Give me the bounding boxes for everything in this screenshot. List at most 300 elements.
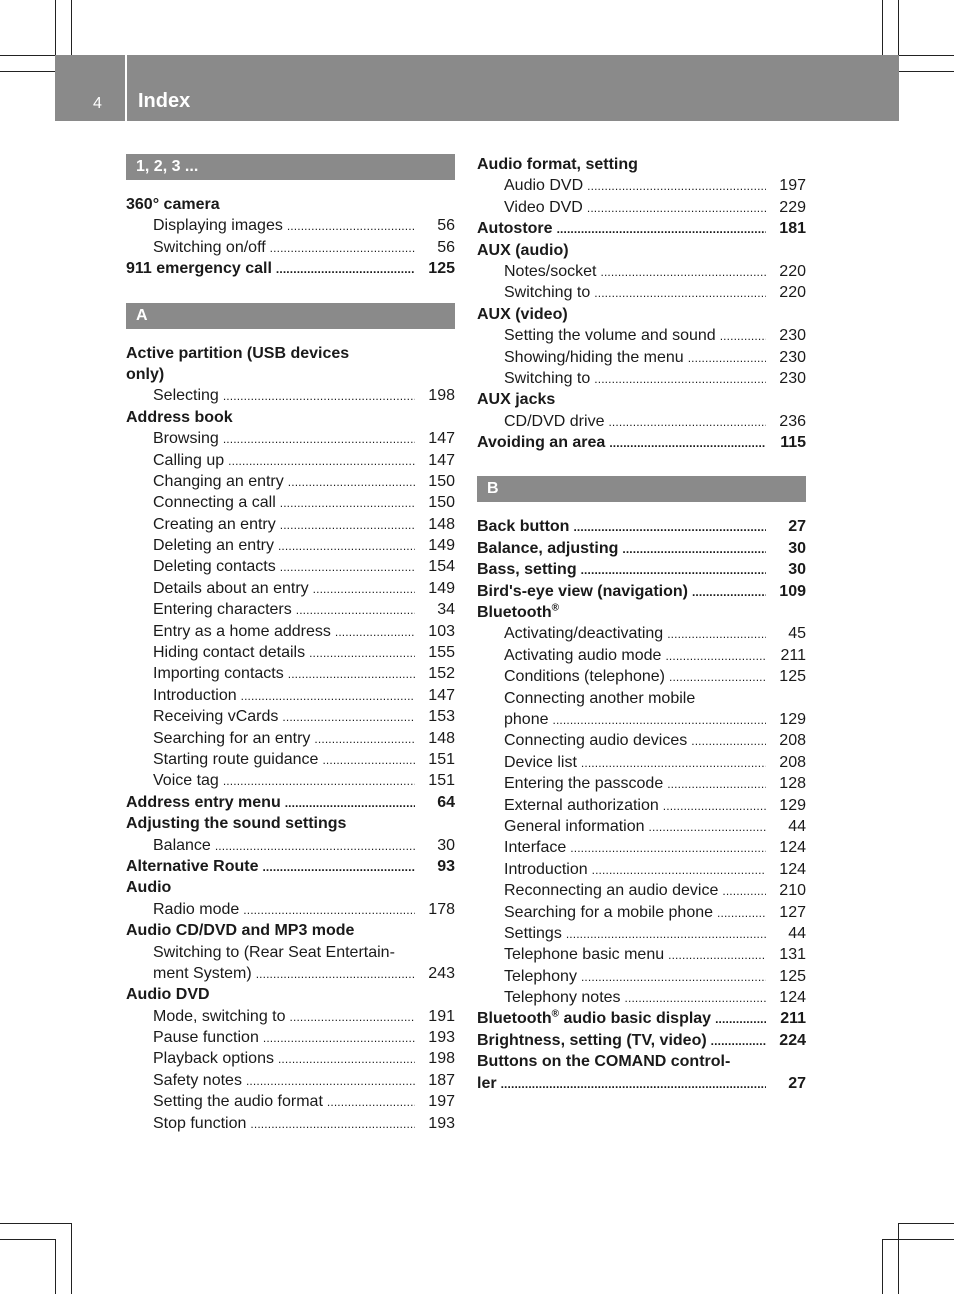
page-reference: 124	[779, 989, 806, 1007]
entry-label: Alternative Route	[126, 857, 259, 875]
entry-text	[153, 556, 276, 577]
entry-text	[126, 364, 164, 385]
entry-label: Interface	[504, 839, 567, 857]
page-reference: 230	[779, 327, 806, 345]
dot-leader	[665, 645, 766, 666]
entry-text	[477, 240, 569, 261]
index-entry	[126, 920, 455, 941]
entry-text	[153, 728, 310, 749]
dot-leader	[691, 730, 766, 751]
entry-label: Calling up	[153, 451, 225, 469]
entry-label: Balance, adjusting	[477, 539, 619, 557]
entry-text	[153, 514, 276, 535]
page-reference: 197	[428, 1093, 455, 1111]
entry-text	[153, 599, 292, 620]
entry-text	[153, 1113, 246, 1134]
dot-leader	[668, 944, 766, 965]
page-reference: 220	[779, 284, 806, 302]
entry-label: Deleting an entry	[153, 537, 274, 555]
entry-text	[153, 450, 224, 471]
entry-label: Reconnecting an audio device	[504, 882, 719, 900]
entry-text	[477, 154, 638, 175]
page-reference: 230	[779, 369, 806, 387]
page-reference: 115	[780, 434, 806, 452]
section-heading: A	[126, 303, 455, 329]
page-title: Index	[138, 90, 191, 112]
entry-text	[126, 984, 210, 1005]
crop-mark	[898, 0, 899, 55]
entry-text	[153, 642, 305, 663]
entry-text	[153, 963, 252, 984]
page-reference: 152	[428, 665, 455, 683]
entry-label: Introduction	[153, 686, 237, 704]
entry-text	[504, 282, 590, 303]
entry-text	[504, 837, 566, 858]
dot-leader	[309, 642, 415, 663]
page-reference: 178	[428, 900, 455, 918]
page-reference: 230	[779, 348, 806, 366]
entry-text	[153, 770, 219, 791]
index-subentry	[126, 942, 455, 963]
dot-leader	[280, 492, 415, 513]
entry-text	[153, 749, 318, 770]
index-entry	[477, 218, 806, 239]
crop-mark	[882, 1239, 883, 1294]
index-entry	[477, 602, 806, 623]
entry-text	[126, 194, 220, 215]
page-reference: 56	[437, 217, 455, 235]
index-subentry	[477, 987, 806, 1008]
index-subentry	[126, 385, 455, 406]
entry-text	[153, 215, 283, 236]
crop-mark	[898, 1223, 899, 1294]
entry-label: Selecting	[153, 387, 219, 405]
page-reference: 93	[437, 857, 455, 875]
index-entry	[477, 432, 806, 453]
index-entry	[126, 343, 455, 364]
entry-text	[477, 581, 688, 602]
dot-leader	[557, 218, 766, 239]
page-reference: 224	[779, 1031, 806, 1049]
entry-label: Adjusting the sound settings	[126, 815, 347, 833]
index-subentry	[126, 578, 455, 599]
entry-label: Bluetooth	[477, 604, 552, 622]
dot-leader	[282, 706, 415, 727]
index-subentry	[126, 663, 455, 684]
index-subentry	[126, 621, 455, 642]
page-reference: 30	[788, 561, 806, 579]
entry-text	[477, 559, 577, 580]
entry-label: Device list	[504, 753, 577, 771]
index-subentry	[126, 749, 455, 770]
entry-label: Switching on/off	[153, 238, 266, 256]
dot-leader	[587, 197, 766, 218]
dot-leader	[581, 752, 766, 773]
entry-text	[153, 1006, 286, 1027]
entry-label: Searching for a mobile phone	[504, 903, 714, 921]
section-spacer	[477, 502, 806, 516]
entry-label: Active partition (USB devices	[126, 344, 350, 362]
entry-label: Mode, switching to	[153, 1007, 286, 1025]
entry-label: Playback options	[153, 1050, 274, 1068]
entry-label: Setting the volume and sound	[504, 327, 716, 345]
index-subentry	[126, 642, 455, 663]
page-reference: 103	[428, 622, 455, 640]
dot-leader	[609, 432, 766, 453]
entry-text	[153, 1027, 259, 1048]
page-reference: 124	[779, 860, 806, 878]
dot-leader	[215, 835, 415, 856]
dot-leader	[608, 411, 766, 432]
entry-text	[504, 902, 713, 923]
entry-label: Pause function	[153, 1029, 259, 1047]
entry-label: Telephony notes	[504, 989, 621, 1007]
index-entry	[477, 1073, 806, 1094]
section-heading: B	[477, 476, 806, 502]
entry-label: Audio format, setting	[477, 156, 638, 173]
dot-leader	[285, 792, 415, 813]
index-subentry	[477, 966, 806, 987]
entry-label: Details about an entry	[153, 579, 309, 597]
dot-leader	[669, 666, 766, 687]
dot-leader	[553, 709, 767, 730]
crop-mark	[898, 55, 954, 56]
entry-label: Importing contacts	[153, 665, 284, 683]
index-subentry	[477, 347, 806, 368]
entry-text	[477, 602, 559, 623]
entry-text	[504, 197, 583, 218]
entry-text	[504, 347, 684, 368]
dot-leader	[313, 578, 415, 599]
entry-label: Entering characters	[153, 601, 292, 619]
entry-text	[504, 816, 645, 837]
page-reference: 44	[788, 924, 806, 942]
page-reference: 150	[428, 472, 455, 490]
index-entry	[126, 194, 455, 215]
index-entry	[477, 304, 806, 325]
entry-text	[477, 516, 569, 537]
page-reference: 128	[779, 775, 806, 793]
entry-text	[126, 343, 349, 364]
index-entry	[126, 984, 455, 1005]
entry-label: Activating/deactivating	[504, 625, 664, 643]
dot-leader	[228, 450, 415, 471]
index-subentry	[477, 902, 806, 923]
index-entry	[126, 258, 455, 279]
dot-leader	[314, 728, 415, 749]
entry-label: Telephone basic menu	[504, 946, 665, 964]
page-reference: 150	[428, 494, 455, 512]
dot-leader	[256, 963, 415, 984]
entry-label: Connecting audio devices	[504, 732, 688, 750]
index-entry	[126, 877, 455, 898]
index-subentry	[477, 816, 806, 837]
entry-label: CD/DVD drive	[504, 412, 605, 430]
index-subentry	[477, 411, 806, 432]
entry-text	[126, 813, 346, 834]
index-subentry	[477, 837, 806, 858]
entry-label: Audio DVD	[126, 986, 210, 1004]
dot-leader	[276, 258, 415, 279]
dot-leader	[663, 795, 766, 816]
crop-mark	[0, 1239, 55, 1240]
index-entry	[477, 154, 806, 175]
index-subentry	[477, 923, 806, 944]
entry-text	[153, 237, 266, 258]
entry-label: AUX (audio)	[477, 241, 569, 259]
dot-leader	[649, 816, 766, 837]
dot-leader	[270, 237, 415, 258]
index-entry	[477, 516, 806, 537]
dot-leader	[280, 556, 415, 577]
dot-leader	[715, 1008, 766, 1029]
entry-text	[153, 535, 274, 556]
index-subentry	[477, 795, 806, 816]
entry-text	[153, 899, 239, 920]
dot-leader	[667, 623, 766, 644]
entry-label: Connecting another mobile	[504, 689, 696, 707]
dot-leader	[296, 599, 415, 620]
entry-label: Video DVD	[504, 198, 583, 216]
page-reference: 125	[779, 967, 806, 985]
dot-leader	[692, 581, 766, 602]
index-subentry	[126, 706, 455, 727]
page-header	[55, 55, 899, 121]
entry-text	[477, 304, 568, 325]
entry-label: Starting route guidance	[153, 750, 319, 768]
entry-label: Stop function	[153, 1114, 247, 1132]
dot-leader	[278, 535, 415, 556]
page-reference: 151	[428, 750, 455, 768]
index-subentry	[126, 770, 455, 791]
index-entry	[477, 538, 806, 559]
registered-mark: ®	[551, 602, 560, 614]
index-subentry	[126, 450, 455, 471]
entry-text	[504, 987, 621, 1008]
page-reference: 27	[788, 518, 806, 536]
entry-label: Bird's-eye view (navigation)	[477, 582, 688, 600]
entry-text	[126, 792, 281, 813]
index-subentry	[126, 215, 455, 236]
entry-label: Changing an entry	[153, 472, 284, 490]
page-reference: 208	[779, 753, 806, 771]
entry-text	[153, 1091, 323, 1112]
index-entry	[477, 240, 806, 261]
entry-label: Displaying images	[153, 217, 283, 235]
dot-leader	[246, 1070, 415, 1091]
index-subentry	[126, 556, 455, 577]
entry-text	[504, 623, 663, 644]
entry-label: Receiving vCards	[153, 708, 279, 726]
index-subentry	[126, 899, 455, 920]
page-reference: 155	[428, 644, 455, 662]
entry-text	[477, 218, 553, 239]
index-subentry	[126, 1091, 455, 1112]
page-reference: 34	[437, 601, 455, 619]
section-heading: 1, 2, 3 ...	[126, 154, 455, 180]
index-subentry	[477, 688, 806, 709]
dot-leader	[570, 837, 766, 858]
dot-leader	[581, 966, 766, 987]
dot-leader	[288, 471, 415, 492]
entry-label: Bass, setting	[477, 561, 577, 579]
index-entry	[477, 559, 806, 580]
dot-leader	[223, 770, 415, 791]
entry-label: ment System)	[153, 964, 252, 982]
index-subentry	[126, 514, 455, 535]
index-subentry	[126, 471, 455, 492]
entry-text	[504, 325, 716, 346]
registered-mark: ®	[551, 1009, 560, 1021]
index-subentry	[126, 428, 455, 449]
dot-leader	[263, 1027, 415, 1048]
page-reference: 220	[779, 262, 806, 280]
entry-text	[504, 645, 661, 666]
page-reference: 208	[779, 732, 806, 750]
dot-leader	[587, 175, 766, 196]
entry-text	[126, 920, 354, 941]
entry-text	[126, 877, 171, 898]
page-reference: 147	[428, 686, 455, 704]
header-divider	[125, 55, 127, 121]
page-reference: 44	[788, 817, 806, 835]
index-subentry	[126, 1113, 455, 1134]
index-subentry	[477, 368, 806, 389]
dot-leader	[573, 516, 766, 537]
page-reference: 64	[437, 793, 455, 811]
page-reference: 109	[779, 582, 806, 600]
crop-mark	[898, 1223, 954, 1224]
entry-text	[504, 709, 549, 730]
entry-label: Conditions (telephone)	[504, 668, 665, 686]
index-subentry	[477, 623, 806, 644]
page-reference: 125	[428, 260, 455, 278]
index-subentry	[477, 666, 806, 687]
page-reference: 147	[428, 430, 455, 448]
entry-text	[126, 856, 258, 877]
entry-label: External authorization	[504, 796, 659, 814]
page-reference: 149	[428, 579, 455, 597]
index-entry	[477, 1051, 806, 1072]
page-reference: 198	[428, 1050, 455, 1068]
dot-leader	[592, 859, 766, 880]
page-reference: 45	[788, 625, 806, 643]
page-reference: 153	[428, 708, 455, 726]
entry-label: Switching to	[504, 284, 591, 302]
entry-text	[153, 942, 395, 963]
entry-label: 911 emergency call	[126, 260, 272, 278]
page-reference: 236	[779, 412, 806, 430]
index-subentry	[477, 175, 806, 196]
entry-text	[477, 1030, 707, 1051]
entry-label: Hiding contact details	[153, 644, 306, 662]
entry-label: 360° camera	[126, 196, 220, 213]
entry-text	[504, 730, 687, 751]
entry-label: Browsing	[153, 430, 219, 448]
entry-text	[153, 578, 309, 599]
page-reference: 193	[428, 1029, 455, 1047]
entry-label: Connecting a call	[153, 494, 276, 512]
entry-label: Address book	[126, 408, 233, 426]
page-reference: 27	[788, 1074, 806, 1092]
index-subentry	[477, 645, 806, 666]
entry-text	[153, 385, 219, 406]
index-entry	[126, 364, 455, 385]
index-subentry	[126, 685, 455, 706]
page-reference: 30	[437, 836, 455, 854]
page-reference: 147	[428, 451, 455, 469]
section-spacer	[477, 453, 806, 476]
page-reference: 148	[428, 729, 455, 747]
entry-label: only)	[126, 365, 165, 383]
index-subentry	[126, 599, 455, 620]
entry-label: Settings	[504, 924, 562, 942]
entry-text	[504, 773, 663, 794]
dot-leader	[501, 1073, 766, 1094]
dot-leader	[327, 1091, 415, 1112]
entry-label: Audio CD/DVD and MP3 mode	[126, 922, 355, 940]
page-reference: 187	[428, 1071, 455, 1089]
dot-leader	[287, 215, 415, 236]
dot-leader	[223, 428, 415, 449]
entry-label: Brightness, setting (TV, video)	[477, 1031, 707, 1049]
entry-label: Setting the audio format	[153, 1093, 323, 1111]
index-subentry	[477, 261, 806, 282]
index-subentry	[126, 728, 455, 749]
dot-leader	[688, 347, 766, 368]
dot-leader	[594, 282, 766, 303]
entry-label: Bluetooth	[477, 1010, 552, 1028]
entry-label: Telephony	[504, 967, 577, 985]
entry-text	[504, 688, 695, 709]
entry-text	[504, 966, 577, 987]
entry-text	[153, 428, 219, 449]
dot-leader	[223, 385, 415, 406]
entry-label: Audio	[126, 879, 172, 897]
entry-label: Avoiding an area	[477, 434, 606, 452]
index-column-left	[126, 154, 455, 1134]
entry-text	[126, 258, 272, 279]
index-subentry	[126, 492, 455, 513]
entry-text	[504, 666, 665, 687]
page-reference: 124	[779, 839, 806, 857]
page-reference: 151	[428, 772, 455, 790]
dot-leader	[667, 773, 766, 794]
page-reference: 211	[780, 646, 806, 664]
index-entry	[477, 1030, 806, 1051]
dot-leader	[250, 1113, 415, 1134]
dot-leader	[288, 663, 415, 684]
section-spacer	[126, 329, 455, 343]
entry-text	[504, 859, 588, 880]
entry-label: Activating audio mode	[504, 646, 662, 664]
page-reference: 56	[437, 238, 455, 256]
page-reference: 193	[428, 1114, 455, 1132]
entry-text	[153, 835, 211, 856]
entry-text	[477, 1008, 711, 1029]
dot-leader	[625, 987, 766, 1008]
entry-text	[153, 1048, 274, 1069]
entry-text	[126, 407, 233, 428]
index-subentry	[126, 1070, 455, 1091]
dot-leader	[581, 559, 766, 580]
entry-text	[477, 538, 618, 559]
dot-leader	[278, 1048, 415, 1069]
entry-label: Switching to	[504, 369, 591, 387]
index-entry	[126, 813, 455, 834]
page-number: 4	[93, 95, 102, 112]
page-reference: 191	[428, 1007, 455, 1025]
